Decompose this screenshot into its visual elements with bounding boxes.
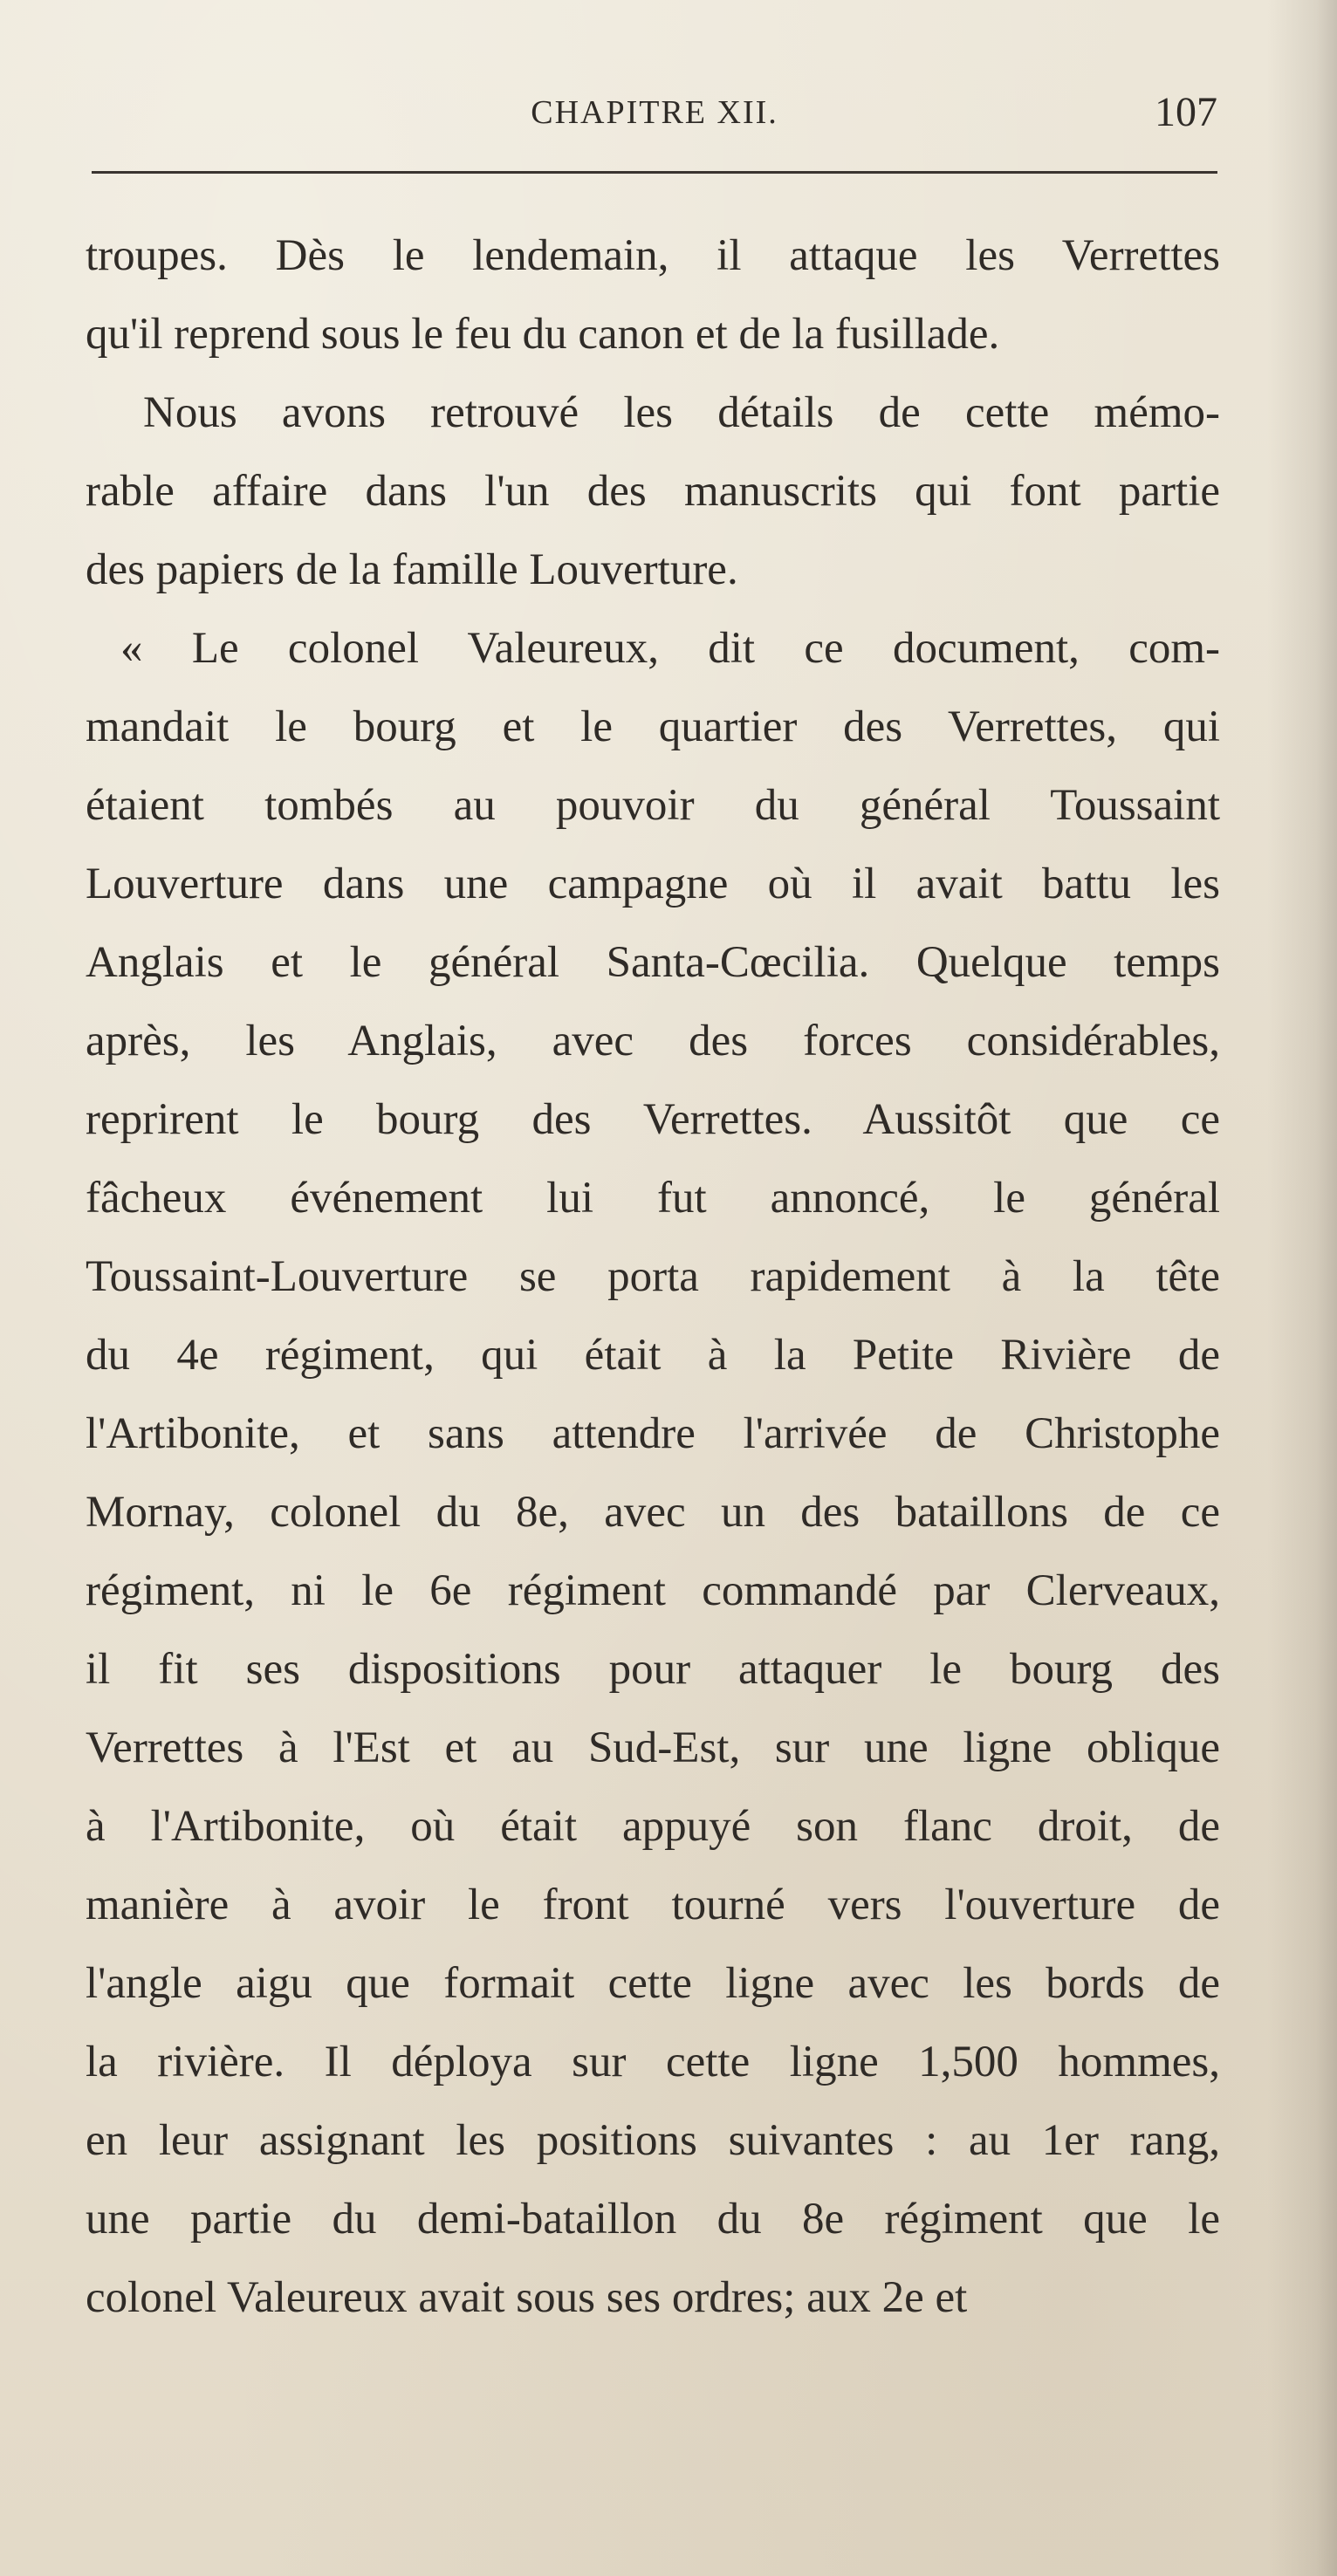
text-line: qu'il reprend sous le feu du canon et de la fusillade.: [86, 310, 1000, 359]
text-line: du 4e régiment, qui était à la Petite Rivière de: [86, 1331, 1220, 1380]
header-rule: [92, 171, 1217, 174]
text-line: Toussaint-Louverture se porta rapidement à la tête: [86, 1252, 1220, 1301]
text-line: mandait le bourg et le quartier des Verrettes, qui: [86, 702, 1220, 751]
text-line: « Le colonel Valeureux, dit ce document, com-: [120, 624, 1220, 673]
text-line: troupes. Dès le lendemain, il attaque les Verrettes: [86, 231, 1220, 280]
page-number: 107: [1155, 89, 1217, 135]
text-line: manière à avoir le front tourné vers l'ouverture de: [86, 1881, 1220, 1929]
text-line: Anglais et le général Santa-Cœcilia. Quelque temps: [86, 938, 1220, 987]
text-line: colonel Valeureux avait sous ses ordres; aux 2e et: [86, 2273, 968, 2322]
body-text: [86, 216, 1220, 2337]
text-line: la rivière. Il déploya sur cette ligne 1,500 hommes,: [86, 2038, 1220, 2086]
chapter-title: CHAPITRE XII.: [531, 94, 778, 131]
text-line: une partie du demi-bataillon du 8e régiment que le: [86, 2195, 1220, 2244]
page-edge-shadow: [1267, 0, 1337, 2576]
text-line: Nous avons retrouvé les détails de cette mémo-: [143, 388, 1220, 437]
text-line: il fit ses dispositions pour attaquer le bourg des: [86, 1645, 1220, 1694]
text-line: Mornay, colonel du 8e, avec un des bataillons de ce: [86, 1488, 1220, 1537]
text-line: Verrettes à l'Est et au Sud-Est, sur une ligne oblique: [86, 1723, 1220, 1772]
text-line: l'Artibonite, et sans attendre l'arrivée de Christophe: [86, 1409, 1220, 1458]
text-line: l'angle aigu que formait cette ligne avec les bords de: [86, 1959, 1220, 2008]
text-line: Louverture dans une campagne où il avait battu les: [86, 860, 1220, 908]
text-line: étaient tombés au pouvoir du général Toussaint: [86, 781, 1220, 830]
text-line: des papiers de la famille Louverture.: [86, 545, 738, 594]
text-line: après, les Anglais, avec des forces considérables,: [86, 1017, 1220, 1065]
text-line: reprirent le bourg des Verrettes. Aussitôt que ce: [86, 1095, 1220, 1144]
text-line: à l'Artibonite, où était appuyé son flanc droit, de: [86, 1802, 1220, 1851]
text-line: en leur assignant les positions suivantes : au 1er rang,: [86, 2116, 1220, 2165]
text-line: régiment, ni le 6e régiment commandé par Clerveaux,: [86, 1566, 1220, 1615]
text-line: rable affaire dans l'un des manuscrits qui font partie: [86, 467, 1220, 516]
text-line: fâcheux événement lui fut annoncé, le général: [86, 1174, 1220, 1223]
running-head: [92, 83, 1217, 153]
